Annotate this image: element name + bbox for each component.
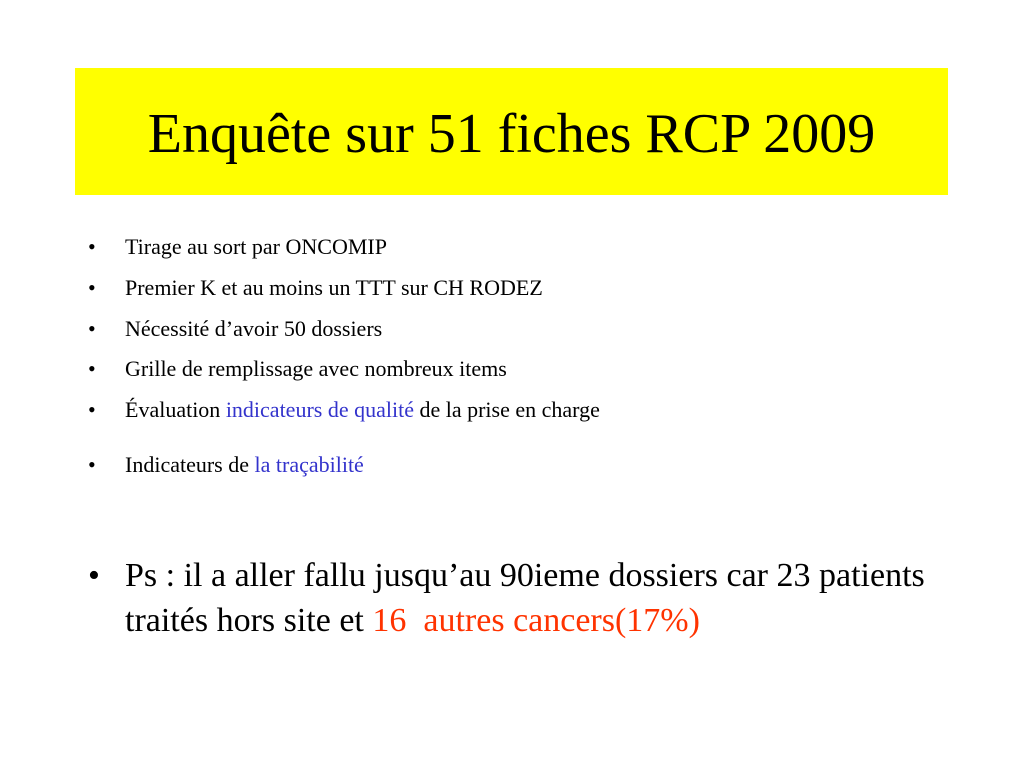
other-cancers-text: autres cancers(17%) — [423, 602, 700, 639]
bullet-text: Premier K et au moins un TTT sur CH RODEZ — [125, 275, 543, 300]
bullet-text-suffix: de la prise en charge — [413, 397, 600, 422]
bullet-text: Grille de remplissage avec nombreux items — [125, 356, 507, 381]
bullet-text — [125, 397, 600, 423]
other-cancers-count: 16 — [372, 602, 407, 639]
note-text-prefix: Ps : il a aller fallu jusqu’au 90ieme dossiers car 23 patients traités hors site et — [125, 557, 925, 639]
quality-indicators-highlight: indicateurs de qualité — [225, 397, 414, 422]
bullet-dot: • — [88, 452, 96, 477]
bullet-text: Nécessité d’avoir 50 dossiers — [125, 316, 383, 341]
note-item — [88, 553, 968, 643]
note-text — [125, 553, 968, 643]
bullet-text: Tirage au sort par ONCOMIP — [125, 234, 387, 259]
bullet-dot: • — [88, 557, 100, 594]
slide-title: Enquête sur 51 fiches RCP 2009 — [147, 102, 876, 165]
note-gap — [406, 602, 423, 639]
bullet-text — [125, 452, 364, 478]
bullet-dot: • — [88, 275, 96, 300]
bullet-text-prefix: Indicateurs de — [125, 452, 255, 477]
bullet-dot: • — [88, 397, 96, 422]
bullet-text-prefix: Évaluation — [125, 397, 226, 422]
bullet-dot: • — [88, 316, 96, 341]
bullet-dot: • — [88, 234, 96, 259]
traceability-highlight: la traçabilité — [254, 452, 364, 477]
bullet-dot: • — [88, 356, 96, 381]
title-box — [75, 68, 948, 195]
